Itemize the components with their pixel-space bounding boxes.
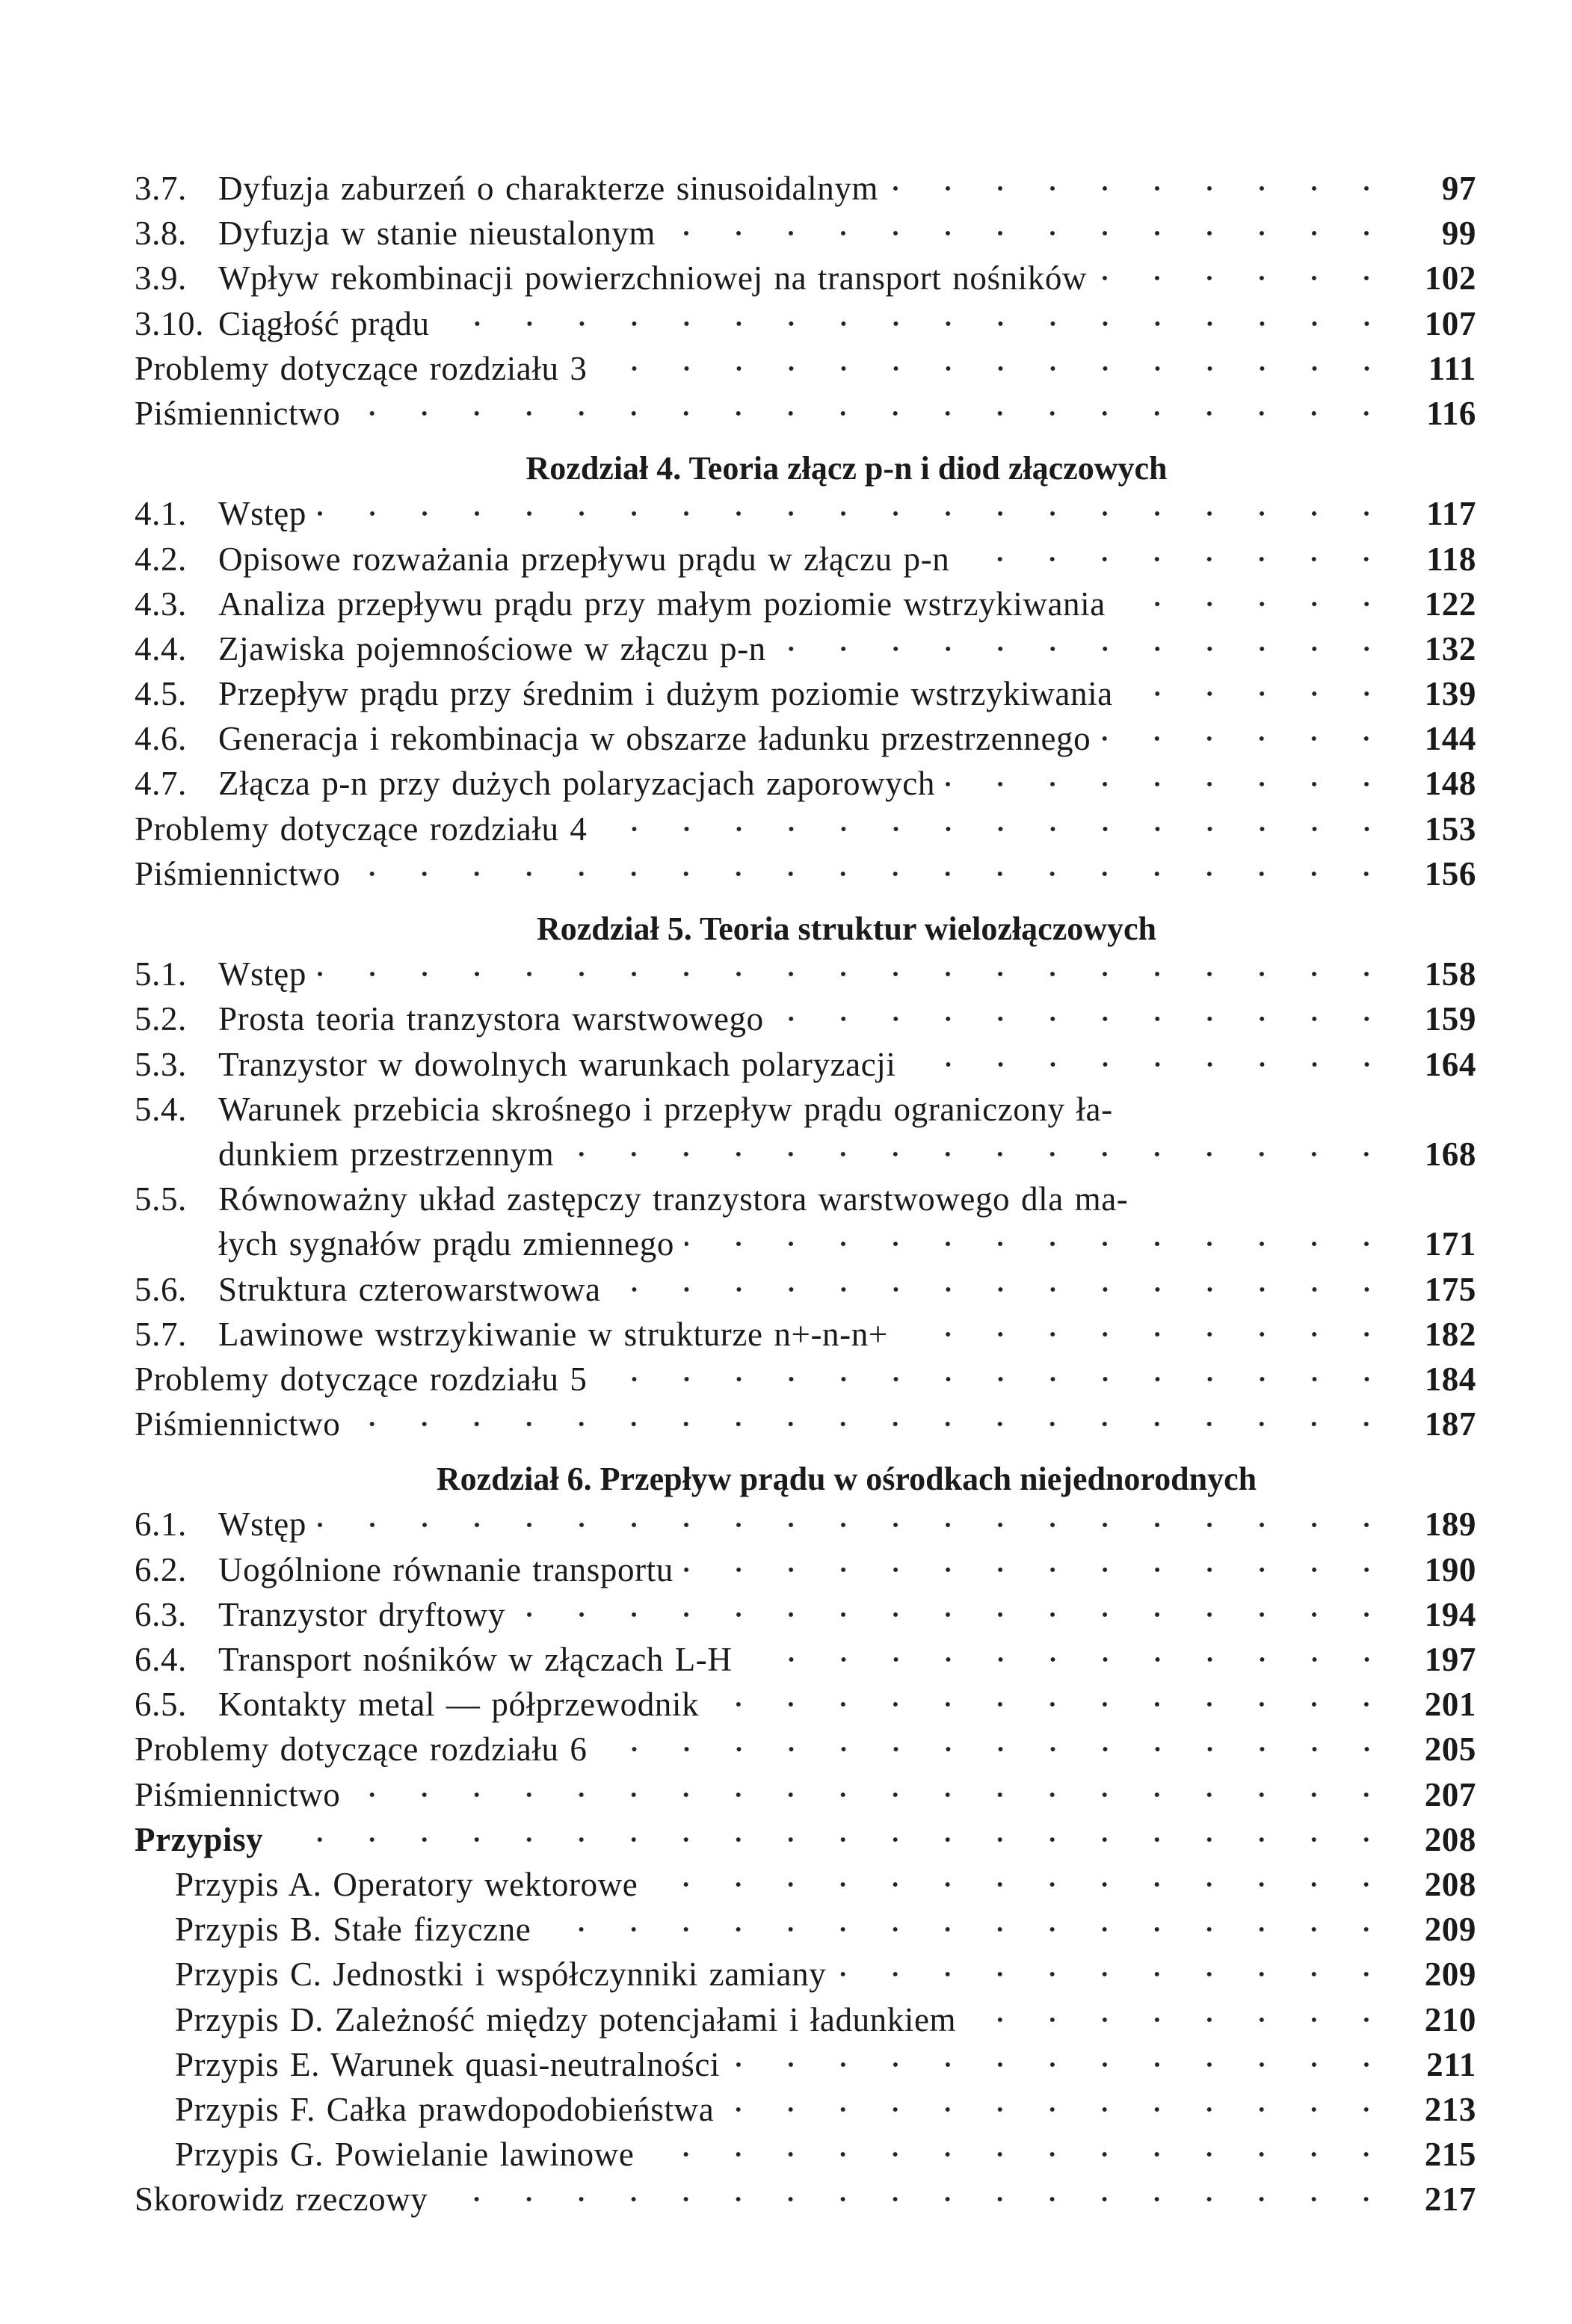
page-number: 159 — [1424, 1000, 1476, 1038]
section-number: 5.2. — [135, 1000, 187, 1038]
dot-leader — [564, 1147, 1393, 1162]
toc-entry — [135, 626, 1476, 671]
toc-entry — [135, 1087, 1476, 1132]
page-number: 211 — [1426, 2045, 1476, 2083]
section-number: 4.5. — [135, 675, 187, 713]
section-number: 3.10. — [135, 304, 204, 342]
toc-entry — [135, 1267, 1476, 1312]
toc-entry — [135, 2132, 1476, 2177]
section-number: 5.5. — [135, 1180, 187, 1218]
entry-title: Generacja i rekombinacja w obszarze ładunku przestrzennego — [218, 720, 1091, 758]
page-number: 97 — [1441, 170, 1476, 207]
dot-leader — [598, 1742, 1393, 1757]
page-number: 99 — [1441, 215, 1476, 253]
entry-title: Analiza przepływu prądu przy małym poziomie wstrzykiwania — [218, 585, 1106, 623]
page-number: 208 — [1424, 1820, 1476, 1858]
page-number: 201 — [1424, 1686, 1476, 1724]
toc-entry — [135, 537, 1476, 582]
dot-leader — [317, 967, 1393, 981]
entry-title: Złącza p-n przy dużych polaryzacjach zaporowych — [218, 765, 935, 803]
toc-entry — [135, 1402, 1476, 1446]
section-number: 3.7. — [135, 170, 187, 207]
toc-entry — [135, 761, 1476, 806]
section-number: 5.7. — [135, 1315, 187, 1353]
chapter-heading: Rozdział 6. Przepływ prądu w ośrodkach niejednorodnych — [436, 1461, 1257, 1498]
page-number: 139 — [1424, 675, 1476, 713]
toc-entry — [135, 2042, 1476, 2087]
entry-title: Tranzystor w dowolnych warunkach polaryzacji — [218, 1045, 896, 1083]
section-number: 4.6. — [135, 720, 187, 758]
dot-leader — [516, 1607, 1393, 1622]
page-number: 156 — [1424, 854, 1476, 893]
entry-title: Problemy dotyczące rozdziału 4 — [135, 810, 588, 848]
entry-title: Dyfuzja zaburzeń o charakterze sinusoidalnym — [218, 170, 879, 207]
section-number: 3.9. — [135, 259, 187, 298]
page-number: 210 — [1424, 2000, 1476, 2038]
section-number: 6.4. — [135, 1641, 187, 1678]
chapter-heading: Rozdział 4. Teoria złącz p-n i diod złączowych — [525, 450, 1168, 487]
toc-entry — [135, 1221, 1476, 1266]
entry-title: Wstęp — [218, 955, 306, 993]
entry-title: Piśmiennictwo — [135, 1775, 341, 1813]
entry-title: Dyfuzja w stanie nieustalonym — [218, 215, 656, 253]
section-number: 5.3. — [135, 1045, 187, 1083]
toc-entry — [135, 346, 1476, 391]
toc-entry — [135, 1177, 1476, 1221]
entry-title: Problemy dotyczące rozdziału 3 — [135, 349, 588, 387]
dot-leader — [317, 506, 1393, 521]
section-number: 3.8. — [135, 215, 187, 253]
entry-title: Piśmiennictwo — [135, 1405, 341, 1443]
dot-leader — [611, 1282, 1393, 1297]
entry-title: Przypis B. Stałe fizyczne — [175, 1911, 531, 1949]
entry-title: dunkiem przestrzennym — [218, 1135, 555, 1173]
entry-title: Przypis A. Operatory wektorowe — [175, 1865, 638, 1903]
dot-leader — [967, 2012, 1393, 2027]
page-number: 184 — [1424, 1360, 1476, 1398]
page-number: 116 — [1426, 394, 1476, 432]
dot-leader — [317, 1517, 1393, 1532]
page-number: 102 — [1424, 259, 1476, 298]
section-number: 5.6. — [135, 1270, 187, 1308]
page-number: 217 — [1424, 2180, 1476, 2219]
toc-entry — [135, 1907, 1476, 1952]
toc-entry — [135, 2087, 1476, 2132]
dot-leader — [598, 361, 1393, 376]
toc-entry — [135, 1132, 1476, 1177]
entry-title: Lawinowe wstrzykiwanie w strukturze n+-n-n+ — [218, 1315, 888, 1353]
entry-title: Prosta teoria tranzystora warstwowego — [218, 1000, 764, 1038]
dot-leader — [351, 1417, 1393, 1431]
dot-leader — [666, 226, 1393, 241]
entry-title: Przypis F. Całka prawdopodobieństwa — [175, 2090, 715, 2128]
section-number: 6.2. — [135, 1550, 187, 1588]
dot-leader — [1097, 271, 1393, 286]
entry-title: Warunek przebicia skrośnego i przepływ prądu ograniczony ła- — [218, 1090, 1113, 1128]
toc-entry — [135, 807, 1476, 851]
entry-title: Przypis E. Warunek quasi-neutralności — [175, 2045, 721, 2083]
dot-leader — [898, 1327, 1393, 1342]
toc-entry — [135, 1817, 1476, 1862]
page-number: 209 — [1424, 1911, 1476, 1949]
toc-entry — [135, 1312, 1476, 1357]
entry-title: łych sygnałów prądu zmiennego — [218, 1225, 674, 1263]
dot-leader — [440, 316, 1393, 331]
entry-title: Problemy dotyczące rozdziału 6 — [135, 1730, 588, 1769]
toc-entry — [135, 1042, 1476, 1087]
section-number: 4.2. — [135, 540, 187, 578]
toc-entry — [135, 301, 1476, 346]
dot-leader — [351, 1787, 1393, 1802]
dot-leader — [598, 822, 1393, 836]
entry-title: Wstęp — [218, 1505, 306, 1544]
toc-entry — [135, 952, 1476, 996]
section-number: 6.3. — [135, 1595, 187, 1633]
dot-leader — [598, 1372, 1393, 1387]
page-number: 111 — [1428, 349, 1476, 387]
entry-title: Struktura czterowarstwowa — [218, 1270, 601, 1308]
toc-entry — [135, 2177, 1476, 2222]
dot-leader — [438, 2192, 1393, 2207]
dot-leader — [743, 1652, 1393, 1667]
page-number: 158 — [1424, 955, 1476, 993]
page-number: 107 — [1424, 304, 1476, 342]
page-number: 175 — [1424, 1270, 1476, 1308]
dot-leader — [1101, 731, 1393, 746]
page-number: 153 — [1424, 810, 1476, 848]
toc-entry — [135, 211, 1476, 256]
page-number: 144 — [1424, 720, 1476, 758]
toc-entry — [135, 851, 1476, 896]
toc-entry — [135, 1637, 1476, 1682]
toc-entry — [135, 582, 1476, 626]
entry-title: Piśmiennictwo — [135, 854, 341, 893]
toc-entry — [135, 996, 1476, 1041]
entry-title: Opisowe rozważania przepływu prądu w złączu p-n — [218, 540, 950, 578]
dot-leader — [644, 2147, 1393, 2162]
page-number: 118 — [1426, 540, 1476, 578]
dot-leader — [685, 1236, 1393, 1251]
entry-title: Przypis D. Zależność między potencjałami i ładunkiem — [175, 2000, 957, 2038]
toc-entry — [135, 1952, 1476, 1997]
toc-entry — [135, 671, 1476, 716]
page-number: 209 — [1424, 1955, 1476, 1994]
toc-entry — [135, 1547, 1476, 1592]
page-number: 122 — [1424, 585, 1476, 623]
entry-title: Przypisy — [135, 1820, 264, 1858]
page-number: 132 — [1424, 629, 1476, 668]
dot-leader — [709, 1697, 1393, 1712]
entry-title: Przypis C. Jednostki i współczynniki zamiany — [175, 1955, 827, 1994]
dot-leader — [730, 2057, 1393, 2072]
entry-title: Uogólnione równanie transportu — [218, 1550, 674, 1588]
dot-leader — [351, 406, 1393, 421]
section-number: 4.7. — [135, 765, 187, 803]
toc-entry — [135, 1862, 1476, 1907]
dot-leader — [777, 641, 1393, 656]
table-of-contents — [135, 166, 1476, 2222]
dot-leader — [889, 181, 1393, 196]
entry-title: Wstęp — [218, 495, 306, 533]
section-number: 4.4. — [135, 629, 187, 668]
entry-title: Ciągłość prądu — [218, 304, 430, 342]
page-number: 189 — [1424, 1505, 1476, 1544]
dot-leader — [774, 1011, 1393, 1026]
page-number: 182 — [1424, 1315, 1476, 1353]
chapter-heading: Rozdział 5. Teoria struktur wielozłączowych — [537, 910, 1156, 947]
entry-title: Skorowidz rzeczowy — [135, 2180, 428, 2219]
page-number: 171 — [1424, 1225, 1476, 1263]
section-number: 6.5. — [135, 1686, 187, 1724]
toc-entry — [135, 716, 1476, 761]
dot-leader — [724, 2102, 1393, 2117]
section-number: 5.4. — [135, 1090, 187, 1128]
dot-leader — [1123, 686, 1393, 701]
section-number: 4.1. — [135, 495, 187, 533]
page-number: 194 — [1424, 1595, 1476, 1633]
toc-entry — [135, 1682, 1476, 1727]
section-number: 5.1. — [135, 955, 187, 993]
toc-entry — [135, 391, 1476, 436]
entry-title: Przypis G. Powielanie lawinowe — [175, 2136, 635, 2174]
entry-title: Wpływ rekombinacji powierzchniowej na transport nośników — [218, 259, 1088, 298]
dot-leader — [836, 1967, 1393, 1982]
toc-entry — [135, 1357, 1476, 1402]
toc-entry — [135, 1727, 1476, 1772]
toc-entry — [135, 491, 1476, 536]
page-number: 208 — [1424, 1865, 1476, 1903]
dot-leader — [1116, 597, 1393, 611]
dot-leader — [946, 777, 1393, 792]
toc-entry — [135, 1502, 1476, 1547]
toc-entry — [135, 1997, 1476, 2042]
entry-title: Przepływ prądu przy średnim i dużym poziomie wstrzykiwania — [218, 675, 1113, 713]
page-number: 207 — [1424, 1775, 1476, 1813]
toc-entry — [135, 1772, 1476, 1817]
page-number: 187 — [1424, 1405, 1476, 1443]
dot-leader — [907, 1057, 1393, 1072]
entry-title: Zjawiska pojemnościowe w złączu p-n — [218, 629, 766, 668]
section-number: 6.1. — [135, 1505, 187, 1544]
dot-leader — [684, 1562, 1393, 1577]
dot-leader — [274, 1832, 1393, 1847]
entry-title: Piśmiennictwo — [135, 394, 341, 432]
section-number: 4.3. — [135, 585, 187, 623]
dot-leader — [541, 1922, 1393, 1937]
dot-leader — [960, 552, 1393, 567]
page-number: 215 — [1424, 2136, 1476, 2174]
entry-title: Kontakty metal — półprzewodnik — [218, 1686, 700, 1724]
page-number: 213 — [1424, 2090, 1476, 2128]
page-number: 148 — [1424, 765, 1476, 803]
page-number: 197 — [1424, 1641, 1476, 1678]
toc-entry — [135, 1592, 1476, 1637]
entry-title: Transport nośników w złączach L-H — [218, 1641, 733, 1678]
toc-entry — [135, 256, 1476, 300]
page-number: 168 — [1424, 1135, 1476, 1173]
entry-title: Problemy dotyczące rozdziału 5 — [135, 1360, 588, 1398]
dot-leader — [351, 866, 1393, 881]
dot-leader — [648, 1877, 1393, 1892]
page-number: 205 — [1424, 1730, 1476, 1769]
page-number: 164 — [1424, 1045, 1476, 1083]
entry-title: Tranzystor dryftowy — [218, 1595, 505, 1633]
page-number: 190 — [1424, 1550, 1476, 1588]
entry-title: Równoważny układ zastępczy tranzystora warstwowego dla ma- — [218, 1180, 1129, 1218]
page-number: 117 — [1426, 495, 1476, 533]
toc-entry — [135, 166, 1476, 211]
